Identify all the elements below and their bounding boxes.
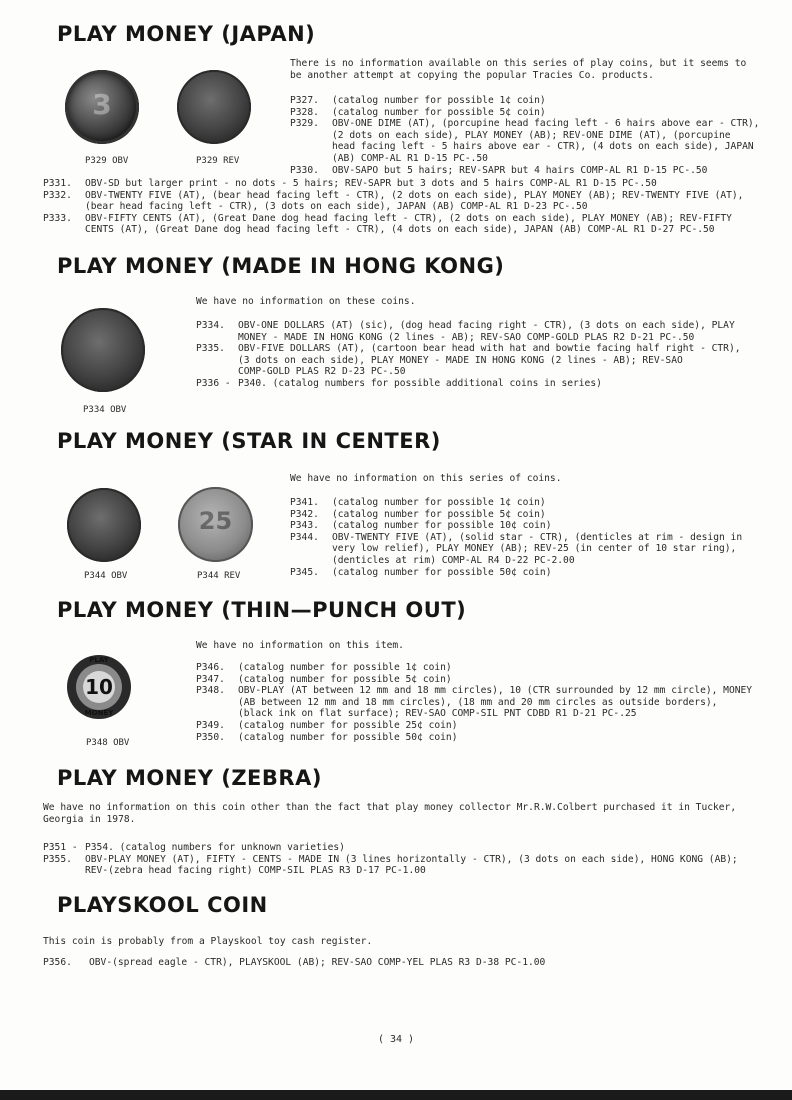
entry-number: P345. <box>290 566 319 578</box>
hongkong-intro: We have no information on these coins. <box>196 296 416 307</box>
entry-text: (3 dots on each side), PLAY MONEY - MADE IN HONG KONG (2 lines - AB); REV-SAO <box>238 354 683 366</box>
zebra-intro-1: We have no information on this coin other than the fact that play money collector Mr.R.W.Colbert purchased it in Tucker, <box>43 802 737 813</box>
entry-text: P354. (catalog numbers for unknown varieties) <box>85 842 345 853</box>
entry-p356 <box>43 957 545 969</box>
entry-line <box>43 201 588 213</box>
entry-text: MONEY - MADE IN HONG KONG (2 lines - AB); REV-SAO COMP-GOLD PLAS R2 D-21 PC-.50 <box>238 331 695 343</box>
entry-line <box>290 153 488 165</box>
coin-image-p329-rev <box>177 70 251 144</box>
coin-image-p344-rev <box>178 487 253 562</box>
entry-line <box>196 674 452 686</box>
entry-text: (catalog number for possible 50¢ coin) <box>332 566 552 578</box>
entry-line <box>290 141 754 153</box>
entry-line <box>196 343 741 355</box>
entry-number: P328. <box>290 106 319 118</box>
entry-text: (AB) COMP-AL R1 D-15 PC-.50 <box>332 153 488 164</box>
japan-intro-1: There is no information available on this series of play coins, but it seems to <box>290 58 747 69</box>
entry-text: (catalog number for possible 25¢ coin) <box>238 720 458 731</box>
entry-text: OBV-(spread eagle - CTR), PLAYSKOOL (AB); REV-SAO COMP-YEL PLAS R3 D-38 PC-1.00 <box>89 957 546 968</box>
entry-number: P342. <box>290 508 319 520</box>
section-title-zebra: PLAY MONEY (ZEBRA) <box>57 766 322 790</box>
coin-mark: 3 <box>92 88 112 121</box>
entry-text: (black ink on flat surface); REV-SAO COMP-SIL PNT CDBD R1 D-21 PC-.25 <box>238 708 637 720</box>
entry-text: (catalog number for possible 50¢ coin) <box>238 731 458 743</box>
entry-line <box>43 178 657 190</box>
section-title-japan: PLAY MONEY (JAPAN) <box>57 22 316 46</box>
entry-text: OBV-FIFTY CENTS (AT), (Great Dane dog head facing left - CTR), (2 dots on each side), PLAY MONEY (AB); REV-FIFTY <box>85 212 732 224</box>
entry-line <box>290 555 575 567</box>
entry-line <box>290 509 546 521</box>
entry-line <box>196 697 717 709</box>
entry-line <box>43 224 715 236</box>
entry-text: (denticles at rim) COMP-AL R4 D-22 PC-2.00 <box>332 555 575 566</box>
entry-line <box>43 854 738 866</box>
caption-p334-obv: P334 OBV <box>83 405 127 415</box>
entry-text: (catalog number for possible 5¢ coin) <box>332 106 546 118</box>
entry-text: (catalog number for possible 1¢ coin) <box>332 95 546 106</box>
entry-number: P350. <box>196 731 225 743</box>
entry-text: (catalog number for possible 5¢ coin) <box>332 508 546 520</box>
entry-number: P355. <box>43 853 72 865</box>
entry-line <box>196 708 637 720</box>
entry-number: P349. <box>196 720 225 731</box>
coin-image-p329-obv <box>65 70 139 144</box>
entry-line <box>290 118 759 130</box>
entry-line <box>196 366 406 378</box>
entry-line <box>43 213 732 225</box>
entry-number: P336 - <box>196 378 231 389</box>
entry-line <box>43 842 345 854</box>
entry-line <box>196 378 602 390</box>
entry-text: CENTS (AT), (Great Dane dog head facing left - CTR), (4 dots on each side), JAPAN (AB) COMP-AL R1 D-27 PC-.50 <box>85 224 715 236</box>
entry-text: COMP-GOLD PLAS R2 D-23 PC-.50 <box>238 366 406 378</box>
section-title-hongkong: PLAY MONEY (MADE IN HONG KONG) <box>57 254 505 278</box>
entry-line <box>290 567 552 579</box>
entry-text: (catalog number for possible 1¢ coin) <box>238 662 452 673</box>
entry-line <box>290 520 552 532</box>
entry-line <box>196 320 735 332</box>
entry-line <box>196 355 683 367</box>
entry-text: OBV-TWENTY FIVE (AT), (solid star - CTR), (denticles at rim - design in <box>332 531 743 543</box>
entry-text: (catalog number for possible 10¢ coin) <box>332 520 552 532</box>
entry-number: P331. <box>43 178 72 189</box>
entry-line <box>290 543 736 555</box>
entry-number: P344. <box>290 531 319 543</box>
entry-line <box>290 107 546 119</box>
punch-intro: We have no information on this item. <box>196 640 404 651</box>
entry-line <box>43 190 743 202</box>
entry-number: P356. <box>43 957 72 968</box>
entry-line <box>290 95 546 107</box>
entry-text: OBV-SAPO but 5 hairs; REV-SAPR but 4 hairs COMP-AL R1 D-15 PC-.50 <box>332 164 708 176</box>
japan-intro-2: be another attempt at copying the popular Tracies Co. products. <box>290 70 654 81</box>
entry-line <box>196 685 752 697</box>
section-title-punch: PLAY MONEY (THIN—PUNCH OUT) <box>57 598 467 622</box>
entry-text: OBV-SD but larger print - no dots - 5 hairs; REV-SAPR but 3 dots and 5 hairs COMP-AL R1 D-15 PC-.50 <box>85 178 657 189</box>
page-number: ( 34 ) <box>377 1034 415 1045</box>
entry-text: (catalog number for possible 1¢ coin) <box>332 497 546 508</box>
entry-number: P351 - <box>43 842 78 853</box>
entry-number: P329. <box>290 118 319 130</box>
caption-p344-rev: P344 REV <box>197 571 241 581</box>
coin-text-center: 10 <box>85 675 113 699</box>
page-bottom-edge <box>0 1090 792 1100</box>
entry-line <box>290 532 742 544</box>
caption-p348-obv: P348 OBV <box>86 738 130 748</box>
section-title-playskool: PLAYSKOOL COIN <box>57 893 268 917</box>
entry-line <box>290 165 707 177</box>
entry-number: P335. <box>196 343 225 355</box>
entry-text: (catalog number for possible 5¢ coin) <box>238 673 452 685</box>
entry-number: P330. <box>290 164 319 176</box>
entry-number: P327. <box>290 95 319 106</box>
coin-image-p344-obv <box>67 488 141 562</box>
star-intro: We have no information on this series of coins. <box>290 473 562 484</box>
caption-p329-obv: P329 OBV <box>85 156 129 166</box>
section-title-star: PLAY MONEY (STAR IN CENTER) <box>57 429 441 453</box>
coin-text-bottom: MONEY <box>84 709 114 717</box>
entry-text: head facing left - 5 hairs above ear - CTR), (4 dots on each side), JAPAN <box>332 141 754 153</box>
entry-text: OBV-PLAY (AT between 12 mm and 18 mm circles), 10 (CTR surrounded by 12 mm circle), MONEY <box>238 685 753 697</box>
zebra-intro-2: Georgia in 1978. <box>43 814 136 825</box>
entry-text: P340. (catalog numbers for possible additional coins in series) <box>238 378 602 389</box>
entry-number: P347. <box>196 673 225 685</box>
entry-line <box>43 865 426 877</box>
entry-number: P341. <box>290 497 319 508</box>
entry-number: P343. <box>290 520 319 532</box>
caption-p344-obv: P344 OBV <box>84 571 128 581</box>
entry-line <box>196 720 458 732</box>
entry-text: OBV-ONE DIME (AT), (porcupine head facing left - 6 hairs above ear - CTR), <box>332 118 760 130</box>
entry-text: OBV-ONE DOLLARS (AT) (sic), (dog head facing right - CTR), (3 dots on each side), PLAY <box>238 320 735 331</box>
entry-line <box>290 130 731 142</box>
coin-text-top: PLAY <box>89 656 109 664</box>
entry-text: (bear head facing left - CTR), (3 dots on each side), JAPAN (AB) COMP-AL R1 D-23 PC-.50 <box>85 201 588 213</box>
entry-number: P348. <box>196 685 225 697</box>
entry-text: very low relief), PLAY MONEY (AB); REV-25 (in center of 10 star ring), <box>332 543 737 555</box>
entry-text: (AB between 12 mm and 18 mm circles), (18 mm and 20 mm circles as outside borders), <box>238 696 718 708</box>
entry-line <box>196 732 458 744</box>
entry-text: (2 dots on each side), PLAY MONEY (AB); REV-ONE DIME (AT), (porcupine <box>332 129 731 141</box>
caption-p329-rev: P329 REV <box>196 156 240 166</box>
entry-line <box>290 497 546 509</box>
entry-number: P346. <box>196 662 225 673</box>
entry-number: P333. <box>43 212 72 224</box>
playskool-intro: This coin is probably from a Playskool toy cash register. <box>43 936 373 947</box>
entry-line <box>196 662 452 674</box>
entry-text: OBV-FIVE DOLLARS (AT), (cartoon bear head with hat and bowtie facing half right - CTR), <box>238 343 741 355</box>
coin-mark: 25 <box>198 507 233 535</box>
entry-line <box>196 332 694 344</box>
entry-number: P332. <box>43 189 72 201</box>
coin-image-p334-obv <box>61 308 145 392</box>
entry-text: OBV-TWENTY FIVE (AT), (bear head facing left - CTR), (2 dots on each side), PLAY MONEY (AB); REV-TWENTY FIVE (AT), <box>85 189 744 201</box>
entry-text: REV-(zebra head facing right) COMP-SIL PLAS R3 D-17 PC-1.00 <box>85 865 426 877</box>
coin-image-p348-obv <box>67 655 131 719</box>
entry-number: P334. <box>196 320 225 331</box>
entry-text: OBV-PLAY MONEY (AT), FIFTY - CENTS - MADE IN (3 lines horizontally - CTR), (3 dots on each side), HONG KONG (AB); <box>85 853 738 865</box>
